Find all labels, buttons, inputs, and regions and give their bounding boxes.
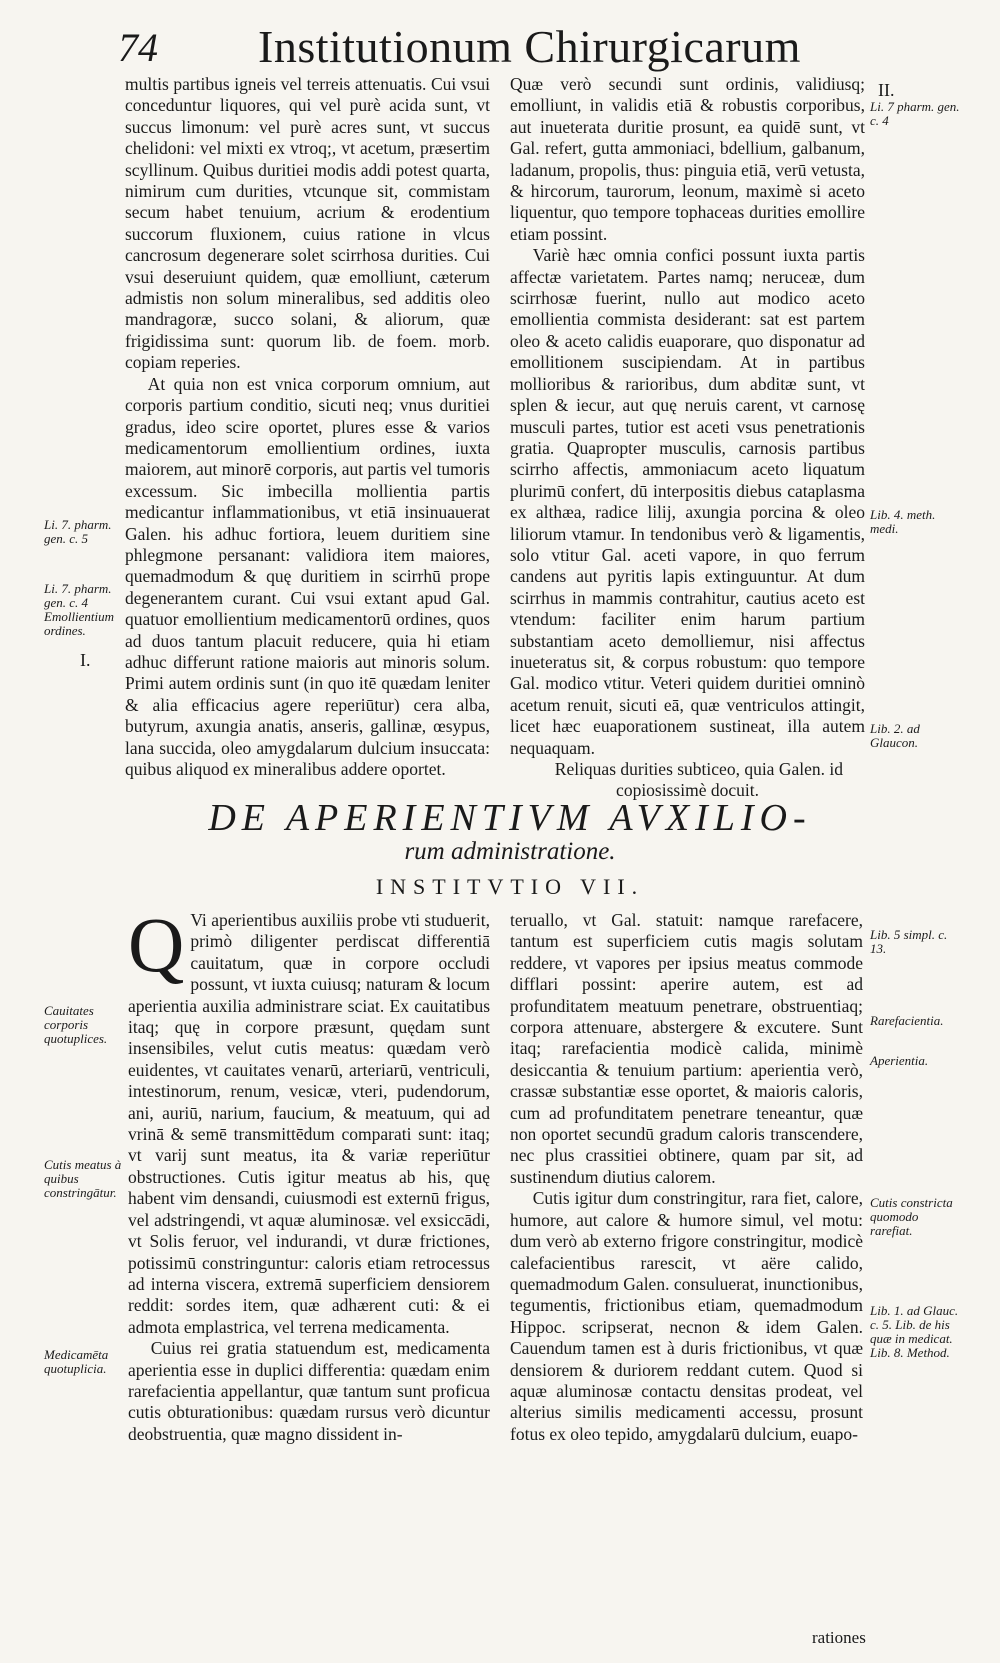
section-subheading: rum administratione.	[404, 838, 616, 865]
paragraph: multis partibus igneis vel terreis attenuatis. Cui vsui conceduntur liquores, qui vel purè acida sunt, vt succus limonum: vel purè acres sunt, vt succus chelidoni: vel mixti ex vtroq;, vt acetum, præsertim scyllinum. Quibus duritiei modis addi potest quarta, nimirum cum durities, vtcunque sit, commistam secum habet tenuium, acrium & erodentium succorum fluxionem, cuius ratione in vlcus cancrosum degenerare solet scirrhosa durities. Cui vsui deseruiunt quidem, quæ emolliunt, cæterum admistis non solum mineralibus, sed additis oleo mandragoræ, succo solani, & aliorum, quæ frigidissima sunt: quorum lib. de foem. morb. copiam reperies.	[125, 74, 490, 373]
margin-note-right: Lib. 1. ad Glauc. c. 5. Lib. de his quæ in medicat. Lib. 8. Method.	[870, 1303, 959, 1360]
margin-note-right: Cutis constricta quomodo rarefiat.	[870, 1195, 953, 1238]
margin-note-left: Medicamēta quotuplicia.	[44, 1347, 109, 1376]
page-header	[118, 20, 938, 80]
margin-note-right: Lib. 5 simpl. c. 13.	[870, 927, 948, 956]
top-left-column	[125, 74, 490, 780]
paragraph: Quæ verò secundi sunt ordinis, validiusq; emolliunt, in validis etiā & robustis corporibus, aut inueterata duritie prosunt, ea quidē sunt, vt Gal. refert, gutta ammoniaci, bdellium, galbanum, ladanum, propolis, thus: pinguia etiā, verū vetusta, & hircorum, taurorum, leonum, maximè si aceto liquentur, quo tempore tophaceas durities emollire etiam possint.	[510, 74, 865, 244]
paragraph-text: Vi aperientibus auxiliis probe vti studuerit, primò diligenter perdiscat differentiā cauitatum, quæ in corpore occludi possunt, vt iuxta cuiusq; naturam & locum aperientia auxilia administrare sciat. Ex cauitatibus itaq; quę in corpore præsunt, quędam sunt insensibiles, velut cutis meatus: quædam verò euidentes, vt cauitates venarū, arteriarū, ventriculi, intestinorum, renum, vesicæ, vteri, pudendorum, ani, auriū, narium, faucium, & meatuum, qui ad vrinā & semē transmittēdum comparati sunt: itaq; vt varij sunt meatus, ita & variæ reperiūtur obstructiones. Cutis igitur meatus ab his, quę habent vim densandi, cuiusmodi est externū frigus, vel adstringendi, vt aquæ aluminosæ. vel exsiccādi, vt Solis feruor, vel indurandi, vt duræ frictiones, potissimū constringuntur: caloris etiam retrocessus ad interna viscera, extremā superficiem densiorem reddit: sordes item, quæ adhærent cuti: & ei admota emplastrica, vel terrena medicamenta.	[128, 910, 490, 1337]
section-number: I.	[80, 650, 91, 670]
bottom-left-column	[128, 901, 490, 1445]
running-title: Institutionum Chirurgicarum	[258, 21, 801, 72]
bottom-right-column	[510, 910, 863, 1445]
section-number: II.	[878, 80, 895, 100]
section-heading: DE APERIENTIVM AVXILIO-	[208, 797, 812, 839]
margin-note-left: Cutis meatus à quibus constringātur.	[44, 1157, 122, 1200]
catchword: rationes	[812, 1628, 866, 1647]
closing-paragraph: Reliquas durities subticeo, quia Galen. id copiosissimè docuit.	[554, 759, 843, 801]
margin-note-right: Lib. 2. ad Glaucon.	[870, 721, 920, 750]
institutio-title: INSTITVTIO VII.	[375, 874, 645, 899]
paragraph: teruallo, vt Gal. statuit: namque rarefacere, tantum est superficiem cutis magis solutam reddere, vt vapores per ipsius meatus commode difflari possint: aperire autem, est ad profunditatem meatuum penetrare, obstruentiaq; corpora attenuare, abstergere & excutere. Sunt itaq; rarefacientia modicè calida, minimè desiccantia & tenuium partium: aperientia verò, crassæ substantiæ esse oportet, & maioris caloris, cum ad profunditatem penetrare teneantur, quæ non oportet secundū gradum caloris transcendere, nec plus crassitiei obtinere, quam par sit, ad sustinendum diutius calorem.	[510, 910, 863, 1187]
paragraph: Cuius rei gratia statuendum est, medicamenta aperientia esse in duplici differentia: quædam enim rarefacientia appellantur, quæ tantum sunt proficua cutis obturationibus: quædam rursus verò dicuntur deobstruentia, quæ magno dissident in-	[128, 1338, 490, 1444]
margin-note-right: Li. 7 pharm. gen. c. 4	[870, 99, 960, 128]
drop-cap: Q	[128, 901, 185, 988]
margin-note-left: Cauitates corporis quotuplices.	[44, 1003, 108, 1046]
paragraph: Variè hæc omnia confici possunt iuxta partis affectæ varietatem. Partes namq; neruceæ, dum scirrhosæ fuerint, nullo aut modico aceto emollientia commista desiderant: sat est partem oleo & aceto calidis euaporare, quo disponatur ad emollitionem suscipiendam. At in partibus mollioribus & rarioribus, dum abditæ sunt, vt splen & iecur, aut quę neruis carent, vt carnosę musculi partes, tutior est aceti vsus penetrationis gratia. Quapropter musculis, carnosis partibus scirrho affectis, ammoniacum aceto liquatum plurimū confert, dū interpositis diebus cataplasma ex althæa, radice lilij, axungia porcina & oleo liliorum vtamur. In tendonibus verò & ligamentis, solo vtitur Gal. aceti vapore, in quo ferrum candens aut pyritis lapis extinguuntur. At dum scirrhus in mammis contrahitur, cautius aceto est vtendum: faciliter enim harum partium substantiam aceto demolliemur, nisi affectus inueteratus sit, & corpus robustum: quo tempore Gal. modico vtitur. Veteri quidem duritiei omninò acetum renuit, sicuti eā, quæ ventriculos attingit, licet hæc euaporationem sustineat, illa autem nequaquam.	[510, 245, 865, 758]
margin-note-left: Li. 7. pharm. gen. c. 4 Emollientium ordines.	[44, 581, 115, 638]
paragraph: Cutis igitur dum constringitur, rara fiet, calore, humore, aut calore & humore simul, vel motu: dum verò ab externo frigore constringitur, modicè calefacientibus rarescit, vt aëre calido, quemadmodum Galen. consuluerat, inunctionibus, tegumentis, frictionibus etiam, quemadmodum Hippoc. scripserat, necnon & idem Galen. Cauendum tamen est à duris frictionibus, vt quæ densiorem & duriorem reddant cutem. Quod si aquæ aluminosæ contactu densitas prodeat, vel alterius similis medicamenti accessu, prosunt fotus ex oleo tepido, amygdalarū dulcium, euapo-	[510, 1188, 863, 1444]
top-right-column	[510, 74, 865, 802]
margin-note-right: Aperientia.	[870, 1053, 929, 1068]
margin-note-right: Rarefacientia.	[870, 1013, 944, 1028]
paragraph	[128, 901, 490, 1338]
paragraph: At quia non est vnica corporum omnium, aut corporis partium conditio, sicuti neq; vnus duritiei gradus, ideo scire oportet, plures esse & varios medicamentorum emollientium ordines, iuxta maiorem, aut minorē corporis, aut partis vel tumoris excessum. Sic imbecilla mollientia partis medicantur inflammationibus, vt etiā insinuauerat Galen. his adhuc fortiora, leuem duritiem sine phlegmone persanant: validiora item maiores, quemadmodum & quę duritiem in scirrhū prope degenerantem curant. Cui vsui extant apud Gal. quatuor emollientium medicamentorū ordines, quos ad duos tantum placuit reducere, quia hi etiam adhuc differunt ratione maioris aut minoris solum. Primi autem ordinis sunt (in quo itē quædam leniter & alia efficacius agere reperiūtur) cera alba, butyrum, axungia anatis, anseris, gallinæ, œsypus, lana succida, oleo amygdalarum dulcium insuccata: quibus aliquod ex mineralibus addere oportet.	[125, 373, 490, 779]
page-number: 74	[118, 25, 158, 70]
margin-note-right: Lib. 4. meth. medi.	[870, 507, 936, 536]
margin-note-left: Li. 7. pharm. gen. c. 5	[44, 517, 112, 546]
